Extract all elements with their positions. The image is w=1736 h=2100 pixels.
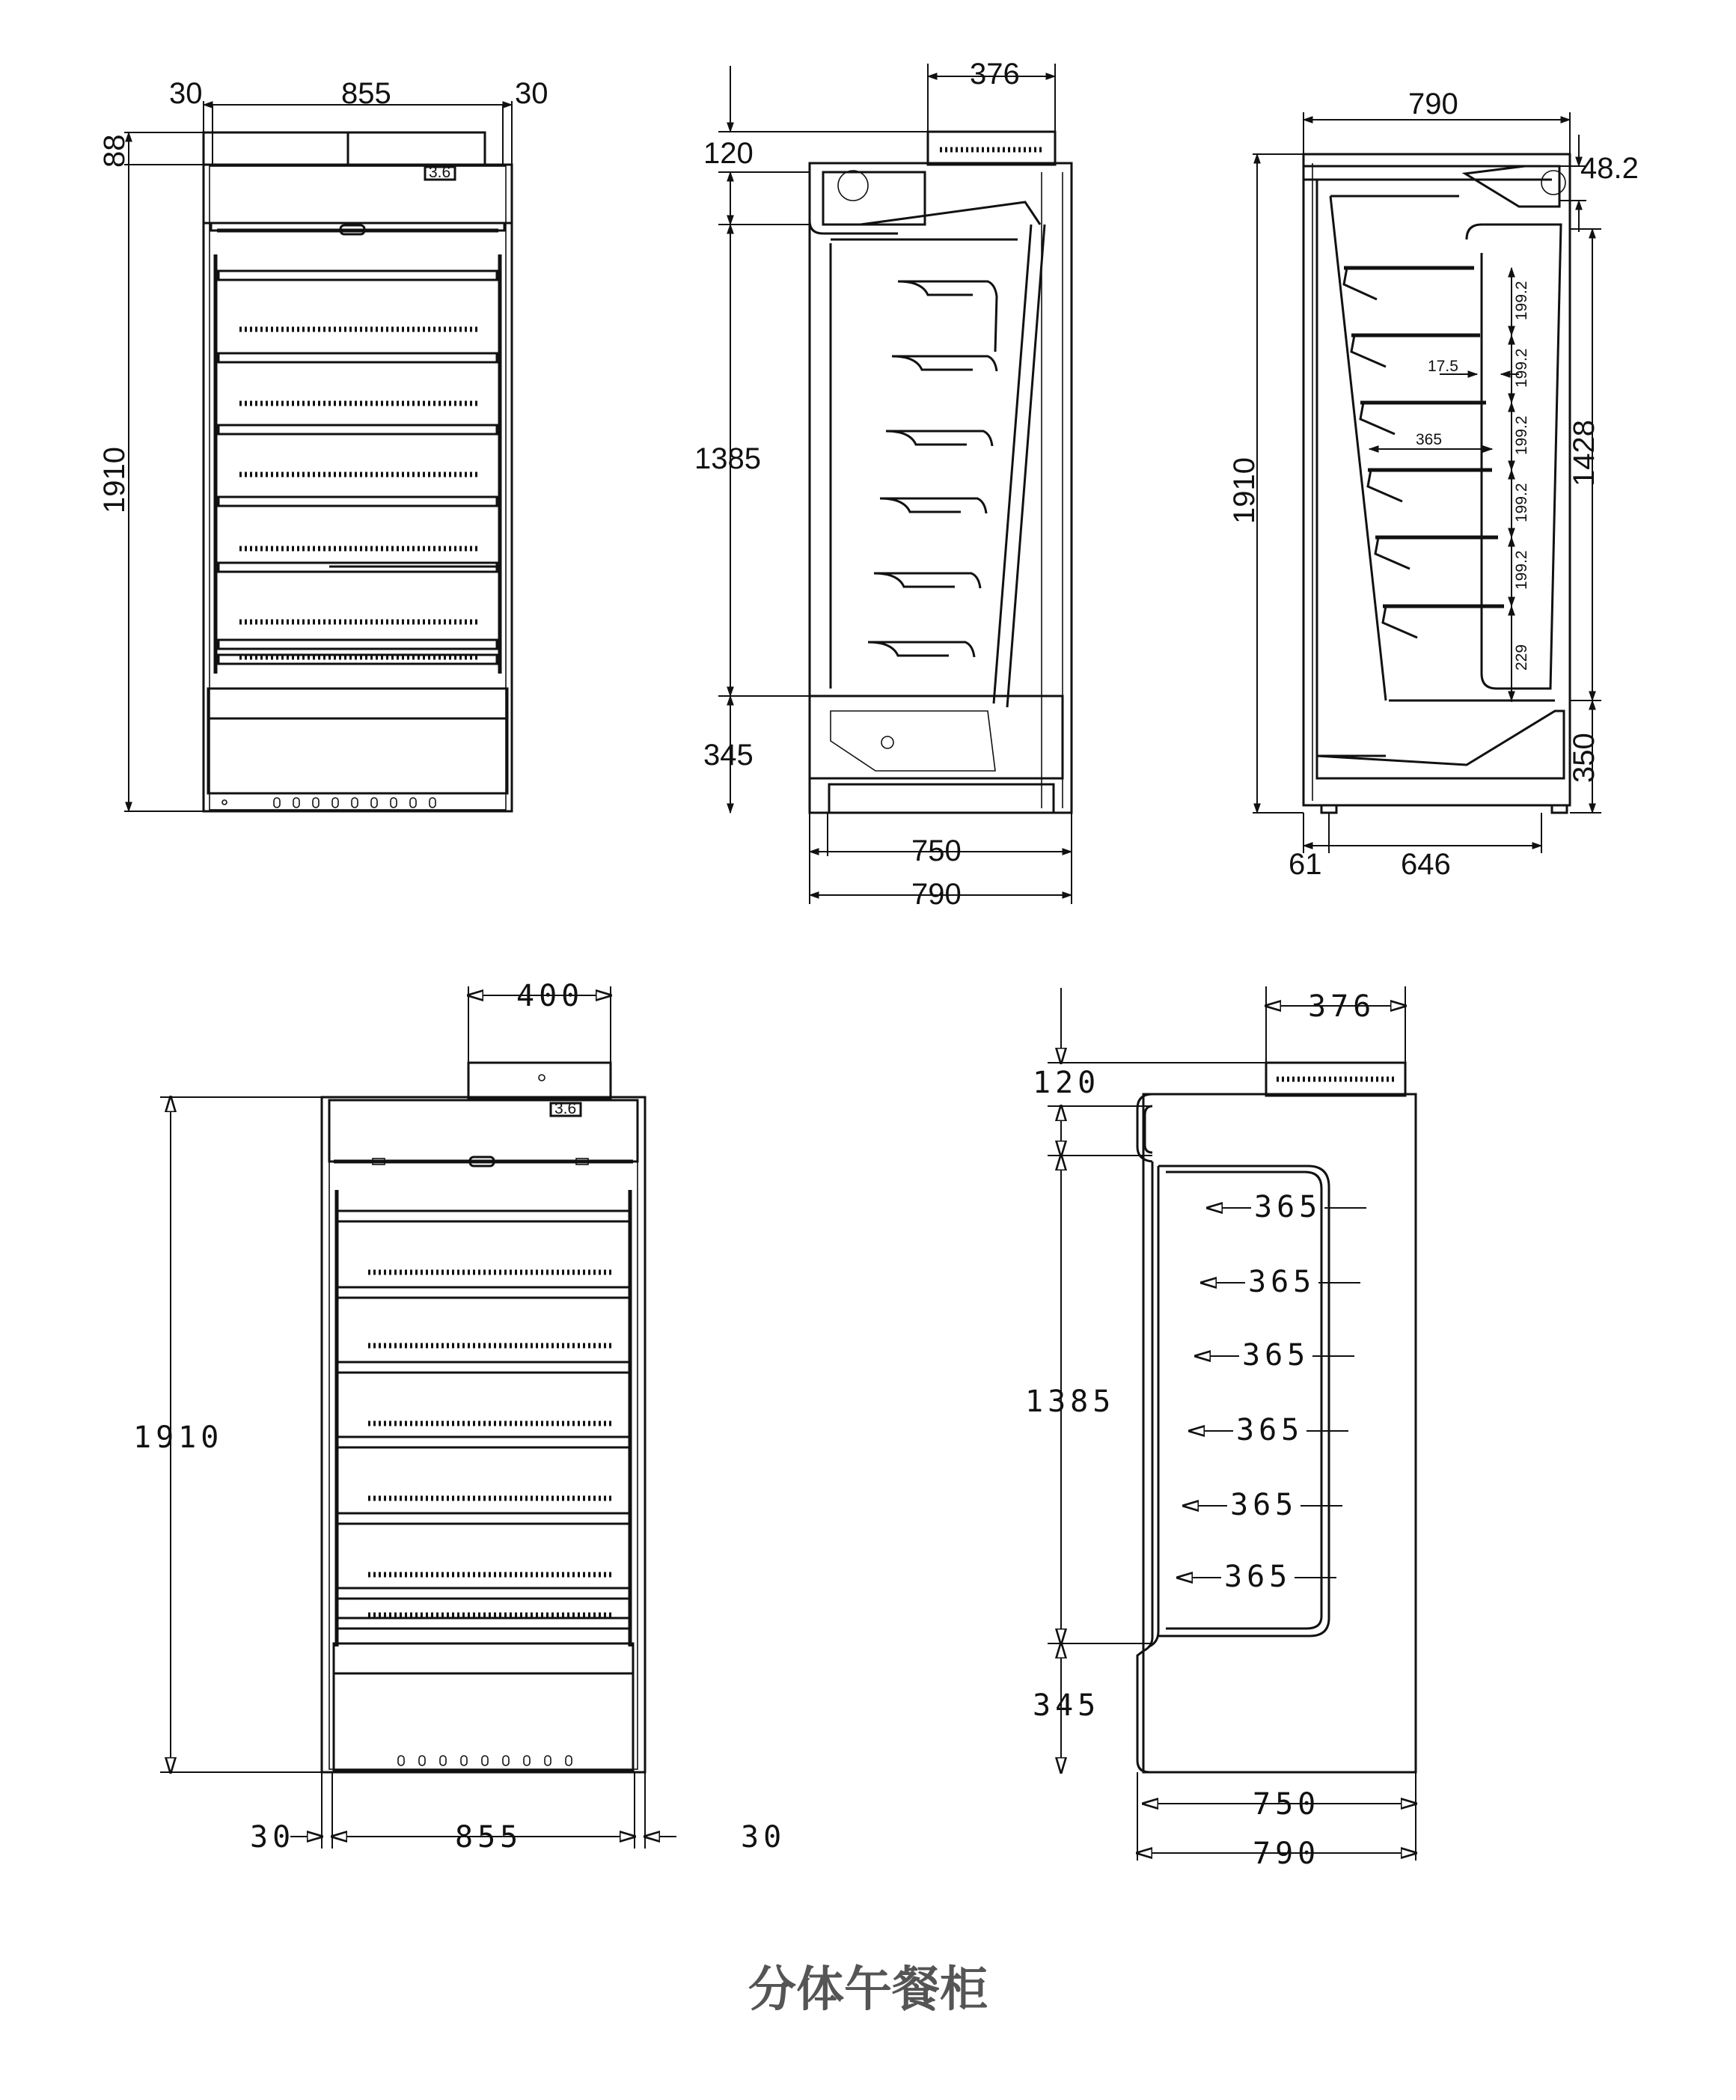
shelf-depth-6: 365 bbox=[1224, 1560, 1292, 1594]
dim-base-depth: 646 bbox=[1401, 848, 1451, 881]
dim-total-height-section: 1910 bbox=[1228, 457, 1261, 524]
front-shelves bbox=[218, 271, 497, 664]
shelf-depth-3: 365 bbox=[1242, 1338, 1310, 1373]
dim-base-height-bottom-side: 345 bbox=[1033, 1688, 1101, 1723]
dim-side-left: 30 bbox=[169, 77, 203, 110]
dim-total-height: 1910 bbox=[98, 447, 131, 513]
dim-main-width: 855 bbox=[341, 77, 391, 110]
dim-top-height: 88 bbox=[98, 134, 131, 168]
dim-top-height-side: 120 bbox=[703, 137, 754, 170]
shelf-depth-2: 365 bbox=[1248, 1265, 1316, 1299]
shelf-gap-4: 199.2 bbox=[1513, 483, 1530, 522]
dim-side-right: 30 bbox=[515, 77, 548, 110]
dim-compressor-width-bottom: 400 bbox=[516, 979, 584, 1013]
dim-compressor-width: 376 bbox=[970, 58, 1020, 91]
shelf-lip-dim: 17.5 bbox=[1428, 358, 1458, 375]
shelf-depth-5: 365 bbox=[1230, 1488, 1298, 1522]
shelf-depth-4: 365 bbox=[1236, 1413, 1304, 1447]
dim-compressor-width-bottom-side: 376 bbox=[1308, 989, 1376, 1024]
dim-display-height-bottom-side: 1385 bbox=[1025, 1385, 1116, 1419]
dim-side-right-bottom: 30 bbox=[741, 1820, 786, 1855]
shelf-gap-3: 199.2 bbox=[1513, 415, 1530, 455]
front-bottom-shelves bbox=[337, 1211, 630, 1629]
section-view-top bbox=[1228, 88, 1639, 881]
dim-top-offset: 48.2 bbox=[1580, 152, 1639, 185]
shelf-gap-1: 199.2 bbox=[1513, 281, 1530, 320]
dim-display-height-section: 1428 bbox=[1568, 420, 1601, 486]
front-view-top bbox=[98, 77, 548, 811]
shelf-gap-2: 199.2 bbox=[1513, 348, 1530, 388]
shelf-depth-1: 365 bbox=[1254, 1190, 1322, 1224]
dim-main-width-bottom: 855 bbox=[455, 1820, 523, 1855]
shelf-gap-5: 199.2 bbox=[1513, 550, 1530, 590]
dim-inner-depth-bottom-side: 750 bbox=[1253, 1787, 1321, 1822]
side-view-bottom bbox=[1025, 986, 1416, 1871]
shelf-depth-dim: 365 bbox=[1416, 431, 1443, 448]
dim-base-height-section: 350 bbox=[1568, 733, 1601, 783]
dim-foot-offset: 61 bbox=[1289, 848, 1322, 881]
display-label-bottom: 3.6 bbox=[554, 1100, 577, 1117]
shelf-depth-dims-bottom bbox=[1178, 1190, 1366, 1594]
dim-display-height-side: 1385 bbox=[694, 442, 761, 475]
dim-inner-depth-side: 750 bbox=[911, 834, 962, 867]
drawing-title: 分体午餐柜 bbox=[748, 1962, 988, 2018]
dim-base-height-side: 345 bbox=[703, 739, 754, 772]
section-shelves bbox=[1344, 268, 1504, 638]
dim-total-depth-bottom-side: 790 bbox=[1253, 1837, 1321, 1871]
shelf-spacing-dims bbox=[1369, 268, 1530, 702]
bottom-gap: 229 bbox=[1513, 644, 1530, 671]
base-vents bbox=[274, 798, 435, 808]
dim-top-height-bottom-side: 120 bbox=[1033, 1066, 1101, 1100]
dim-total-depth-side: 790 bbox=[911, 878, 962, 911]
front-view-bottom bbox=[133, 979, 786, 1855]
dim-total-depth-section: 790 bbox=[1408, 88, 1458, 120]
dim-total-height-bottom: 1910 bbox=[133, 1420, 224, 1455]
base-vents-bottom bbox=[398, 1756, 572, 1765]
side-view-top bbox=[694, 58, 1072, 911]
dim-side-left-bottom: 30 bbox=[250, 1820, 296, 1855]
side-shelves bbox=[868, 281, 997, 657]
display-label: 3.6 bbox=[429, 164, 451, 181]
